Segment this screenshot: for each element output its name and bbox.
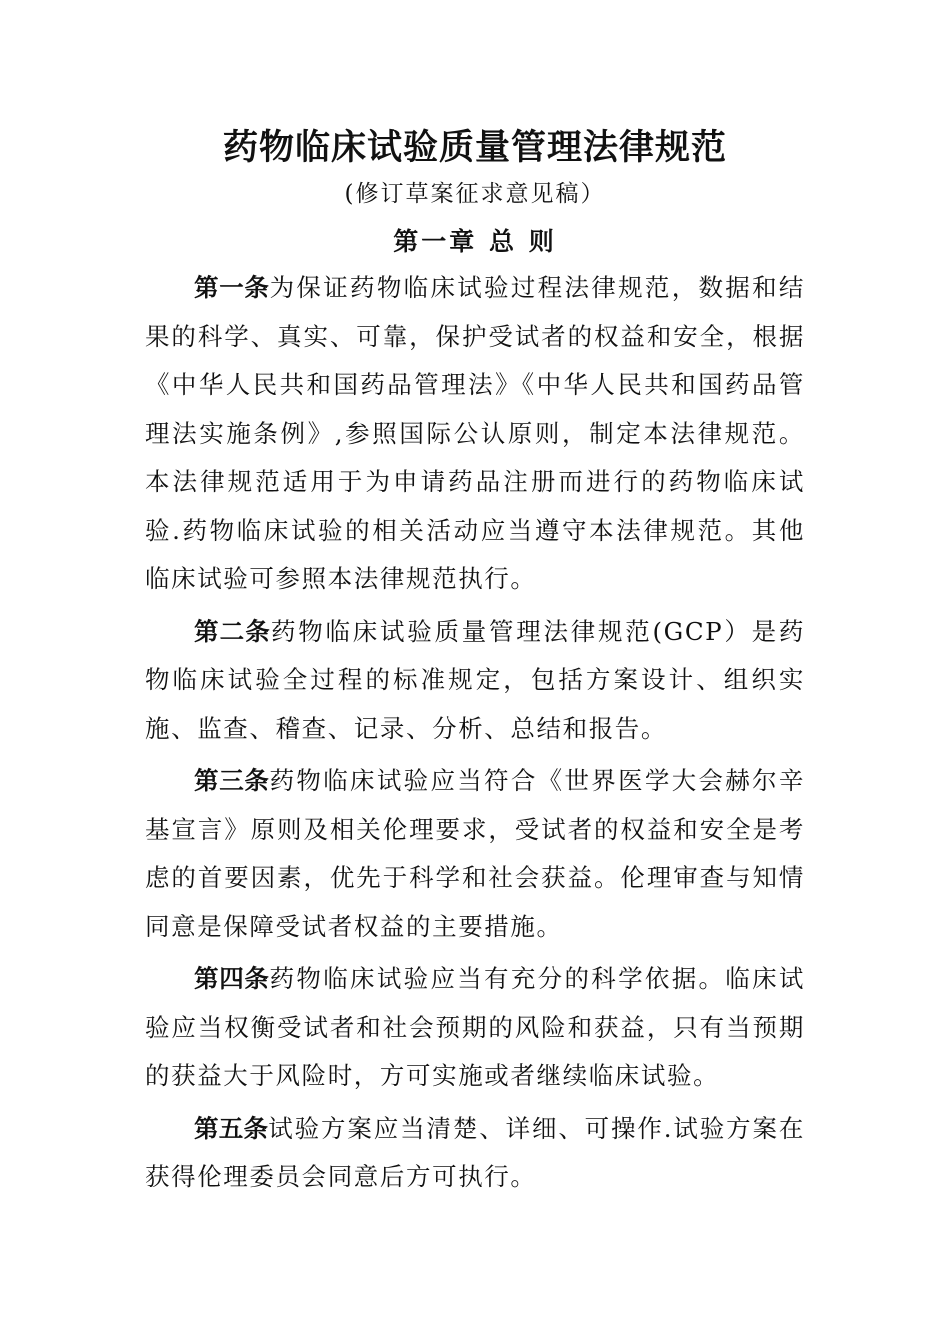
article-body: 药物临床试验应当有充分的科学依据。临床试验应当权衡受试者和社会预期的风险和获益，只有当预期的获益大于风险时，方可实施或者继续临床试验。 (145, 964, 806, 1090)
article-1 (145, 264, 805, 604)
document-page (145, 122, 805, 1206)
article-5 (145, 1105, 805, 1202)
article-body: 为保证药物临床试验过程法律规范，数据和结果的科学、真实、可靠，保护受试者的权益和安全，根据《中华人民共和国药品管理法》《中华人民共和国药品管理法实施条例》,参照国际公认原则，制定本法律规范。本法律规范适用于为申请药品注册而进行的药物临床试验.药物临床试验的相关活动应当遵守本法律规范。其他临床试验可参照本法律规范执行。 (145, 273, 806, 593)
article-heading: 第三条 (194, 766, 270, 795)
document-subtitle: (修订草案征求意见稿） (344, 181, 606, 207)
article-heading: 第二条 (194, 616, 271, 646)
article-body: 药物临床试验质量管理法律规范(GCP）是药物临床试验全过程的标准规定，包括方案设计、组织实施、监查、稽查、记录、分析、总结和报告。 (145, 616, 806, 743)
chapter-heading: 第一章 总 则 (393, 227, 557, 256)
article-3 (145, 757, 805, 951)
article-heading: 第五条 (194, 1113, 269, 1143)
article-2 (145, 608, 805, 754)
document-title: 药物临床试验质量管理法律规范 (222, 127, 727, 168)
article-heading: 第四条 (194, 964, 270, 993)
article-body: 试验方案应当清楚、详细、可操作.试验方案在获得伦理委员会同意后方可执行。 (145, 1113, 805, 1191)
article-4 (145, 955, 805, 1101)
article-heading: 第一条 (194, 273, 270, 302)
article-body: 药物临床试验应当符合《世界医学大会赫尔辛基宣言》原则及相关伦理要求，受试者的权益和安全是考虑的首要因素，优先于科学和社会获益。伦理审查与知情同意是保障受试者权益的主要措施。 (145, 766, 806, 941)
